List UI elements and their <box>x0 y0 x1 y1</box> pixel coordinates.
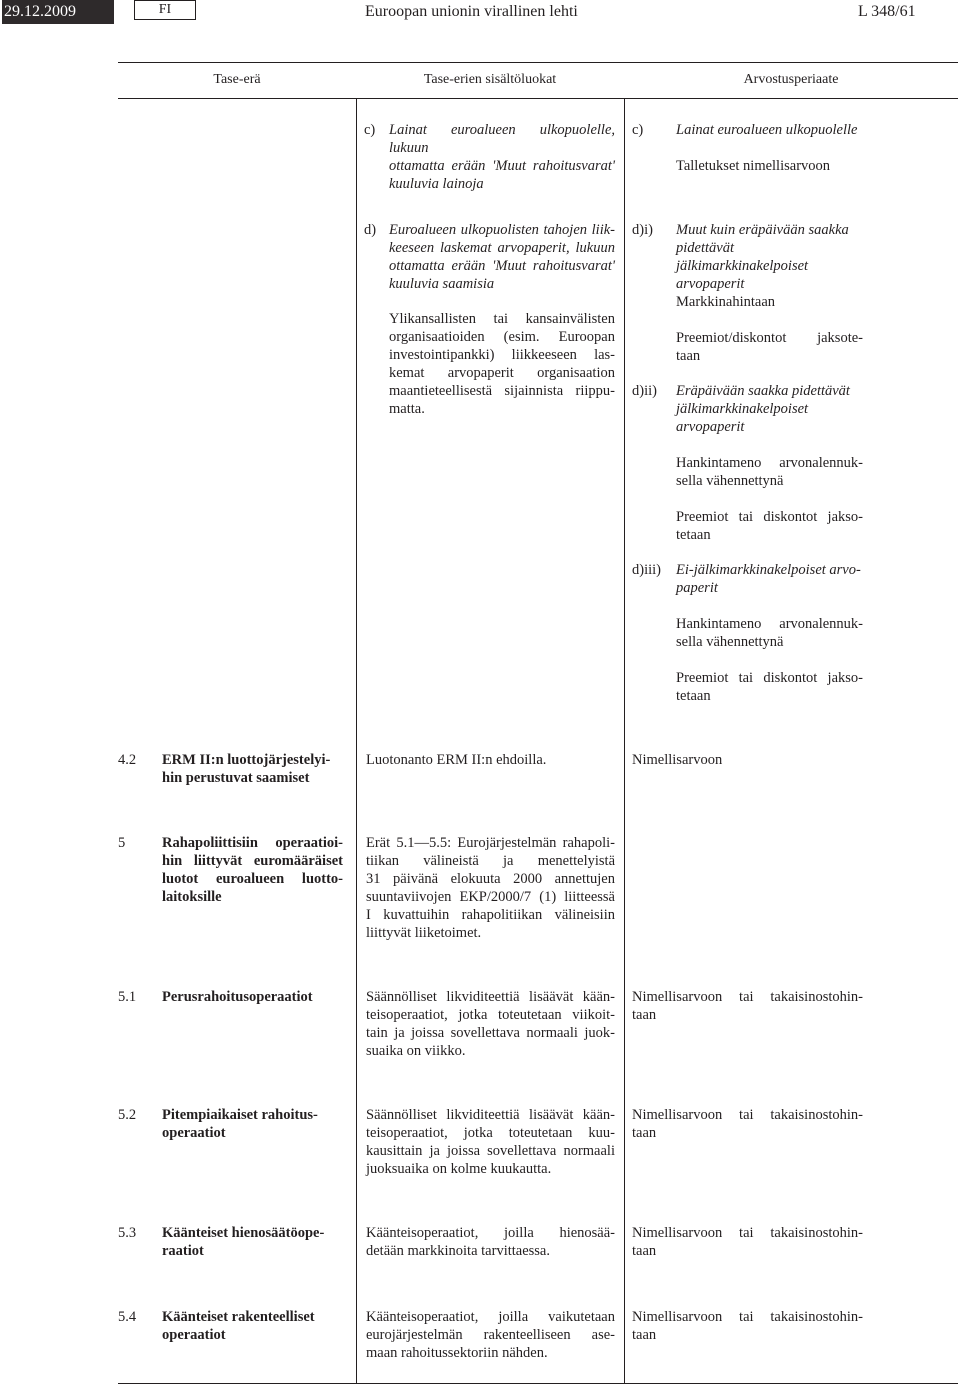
row-content <box>366 1106 615 1178</box>
text-line: sella vähennettynä <box>676 473 784 489</box>
text-line: ERM II:n luottojärjestelyi- <box>162 752 331 768</box>
text-line: Käänteisoperaatiot, joilla hienosää- <box>366 1225 615 1241</box>
text-line: teisoperaatiot, jotka toteutetaan kuu- <box>366 1125 615 1141</box>
subitem-valuation <box>676 508 863 544</box>
text-line: Erät 5.1—5.5: Eurojärjestelmän rahapoli- <box>366 835 615 851</box>
valuation-title: Lainat euroalueen ulkopuolelle <box>676 122 858 138</box>
text-line: Hankintameno arvonalennuk- <box>676 455 863 471</box>
text-line: suuntaviivojen EKP/2000/7 (1) liitteessä <box>366 889 615 905</box>
text-line: organisaatioiden (esim. Euroopan <box>389 329 615 345</box>
text-line: luotot euroalueen luotto- <box>162 871 343 887</box>
valuation-letter: c) <box>632 122 644 138</box>
table-top-rule <box>118 62 958 63</box>
row-content <box>366 834 615 942</box>
row-number: 5.1 <box>118 989 137 1005</box>
page-reference: L 348/61 <box>858 3 916 20</box>
text-line: operaatiot <box>162 1125 226 1141</box>
text-line: maan rahoitussektoriin nähden. <box>366 1345 548 1361</box>
row-valuation <box>632 1308 863 1344</box>
text-line: keeseen laskemat arvopaperit, lukuun <box>389 240 615 256</box>
text-line: juoksuaika on kolme kuukautta. <box>366 1161 552 1177</box>
text-line: Säännölliset likviditeettiä lisäävät kään- <box>366 1107 615 1123</box>
table-header-rule <box>118 98 958 99</box>
text-line: Käänteiset rakenteelliset <box>162 1309 315 1325</box>
text-line: Luotonanto ERM II:n ehdoilla. <box>366 752 547 768</box>
text-line: detään markkinoita tarvittaessa. <box>366 1243 550 1259</box>
text-line: 31 päivänä elokuuta 2000 annettujen <box>366 871 615 887</box>
row-number: 5 <box>118 835 126 851</box>
text-line: ottamatta erään 'Muut rahoitusvarat' <box>389 258 615 274</box>
subitem-title <box>676 221 866 293</box>
text-line: Käänteisoperaatiot, joilla vaikutetaan <box>366 1309 615 1325</box>
text-line: Preemiot/diskontot jaksote- <box>676 330 863 346</box>
text-line: Rahapoliittisiin operaatioi- <box>162 835 343 851</box>
subitem-valuation: Markkinahintaan <box>676 294 776 310</box>
text-line: liittyvät liiketoimet. <box>366 925 482 941</box>
text-line: Säännölliset likviditeettiä lisäävät kään- <box>366 989 615 1005</box>
subitem-letter: d)i) <box>632 222 653 238</box>
text-line: I kuvattuihin rahapolitiikan välineisiin <box>366 907 615 923</box>
item-text <box>389 121 615 193</box>
subitem-letter: d)ii) <box>632 383 657 399</box>
text-line: arvopaperit <box>676 276 745 292</box>
row-content <box>366 1308 615 1362</box>
row-number: 4.2 <box>118 752 137 768</box>
text-line: maantieteellisestä sijainnista riippu- <box>389 383 615 399</box>
text-line: Nimellisarvoon tai takaisinostohin- <box>632 989 863 1005</box>
text-line: Muut kuin eräpäivään saakka <box>676 222 849 238</box>
subitem-title <box>676 561 866 597</box>
text-line: Euroalueen ulkopuolisten tahojen liik- <box>389 222 615 238</box>
text-line: Eräpäivään saakka pidettävät <box>676 383 850 399</box>
valuation-text: Talletukset nimellisarvoon <box>676 158 831 174</box>
text-line: Hankintameno arvonalennuk- <box>676 616 863 632</box>
row-item-label <box>162 834 343 906</box>
text-line: Nimellisarvoon tai takaisinostohin- <box>632 1309 863 1325</box>
subitem-valuation <box>676 669 863 705</box>
subitem-valuation <box>676 329 863 365</box>
text-line: taan <box>632 1327 657 1343</box>
text-line: suaika on viikko. <box>366 1043 466 1059</box>
text-line: Preemiot tai diskontot jakso- <box>676 509 863 525</box>
text-line: Pitempiaikaiset rahoitus- <box>162 1107 318 1123</box>
text-line: kuuluvia saamisia <box>389 276 495 292</box>
text-line: laitoksille <box>162 889 222 905</box>
text-line: ottamatta erään 'Muut rahoitusvarat' <box>389 158 615 174</box>
journal-title: Euroopan unionin virallinen lehti <box>365 3 578 20</box>
text-line: pidettävät jälkimarkkinakelpoiset <box>676 240 809 274</box>
column-divider-left <box>356 98 357 1383</box>
row-valuation <box>632 1224 863 1260</box>
text-line: teisoperaatiot, jotka toteutetaan viikoit- <box>366 1007 615 1023</box>
text-line: Nimellisarvoon tai takaisinostohin- <box>632 1107 863 1123</box>
subitem-title <box>676 382 866 436</box>
text-line: Käänteiset hienosäätöope- <box>162 1225 325 1241</box>
text-line: Nimellisarvoon <box>632 752 723 768</box>
item-text <box>389 221 615 293</box>
text-line: operaatiot <box>162 1327 226 1343</box>
table-bottom-rule <box>118 1383 958 1384</box>
text-line: Nimellisarvoon tai takaisinostohin- <box>632 1225 863 1241</box>
row-number: 5.3 <box>118 1225 137 1241</box>
text-line: raatiot <box>162 1243 204 1259</box>
text-line: Lainat euroalueen ulkopuolelle, lukuun <box>389 122 615 156</box>
subitem-valuation <box>676 615 863 651</box>
text-line: Perusrahoitusoperaatiot <box>162 989 313 1005</box>
row-content <box>366 1224 615 1260</box>
row-item-label <box>162 1106 343 1142</box>
column-header-valuation-principle: Arvostusperiaate <box>743 72 839 87</box>
row-number: 5.4 <box>118 1309 137 1325</box>
row-item-label <box>162 1308 343 1344</box>
text-line: paperit <box>676 580 718 596</box>
publication-date: 29.12.2009 <box>2 0 114 24</box>
column-divider-right <box>624 98 625 1383</box>
row-item-label <box>162 1224 343 1260</box>
text-line: hin liittyvät euromääräiset <box>162 853 343 869</box>
text-line: tetaan <box>676 688 711 704</box>
text-line: arvopaperit <box>676 419 745 435</box>
row-number: 5.2 <box>118 1107 137 1123</box>
row-item-label <box>162 751 343 787</box>
row-valuation <box>632 988 863 1024</box>
row-content <box>366 988 615 1060</box>
text-line: tiikan välineistä ja menettelyistä <box>366 853 615 869</box>
text-line: matta. <box>389 401 425 417</box>
column-header-content-categories: Tase-erien sisältöluokat <box>423 72 557 87</box>
text-line: Ei-jälkimarkkinakelpoiset arvo- <box>676 562 861 578</box>
text-line: tain ja joissa sovellettava normaali juok- <box>366 1025 615 1041</box>
language-code-box: FI <box>134 0 196 20</box>
subitem-valuation <box>676 454 863 490</box>
item-letter: c) <box>364 122 376 138</box>
subitem-letter: d)iii) <box>632 562 661 578</box>
row-item-label <box>162 988 343 1006</box>
item-letter: d) <box>364 222 377 238</box>
row-valuation <box>632 751 863 769</box>
text-line: kemat arvopaperit organisaation <box>389 365 615 381</box>
text-line: investointipankki) liikkeeseen las- <box>389 347 615 363</box>
row-valuation <box>632 1106 863 1142</box>
text-line: hin perustuvat saamiset <box>162 770 310 786</box>
text-line: sella vähennettynä <box>676 634 784 650</box>
text-line: Preemiot tai diskontot jakso- <box>676 670 863 686</box>
text-line: kuuluvia lainoja <box>389 176 484 192</box>
text-line: Ylikansallisten tai kansainvälisten <box>389 311 615 327</box>
column-header-balance-item: Tase-erä <box>213 72 261 87</box>
text-line: eurojärjestelmän rakenteelliseen ase- <box>366 1327 615 1343</box>
text-line: taan <box>632 1007 657 1023</box>
row-content <box>366 751 615 769</box>
text-line: taan <box>632 1125 657 1141</box>
text-line: taan <box>676 348 701 364</box>
text-line: kausittain ja joissa sovellettava normaali <box>366 1143 615 1159</box>
item-note <box>389 310 615 418</box>
text-line: tetaan <box>676 527 711 543</box>
text-line: taan <box>632 1243 657 1259</box>
text-line: jälkimarkkinakelpoiset <box>676 401 809 417</box>
